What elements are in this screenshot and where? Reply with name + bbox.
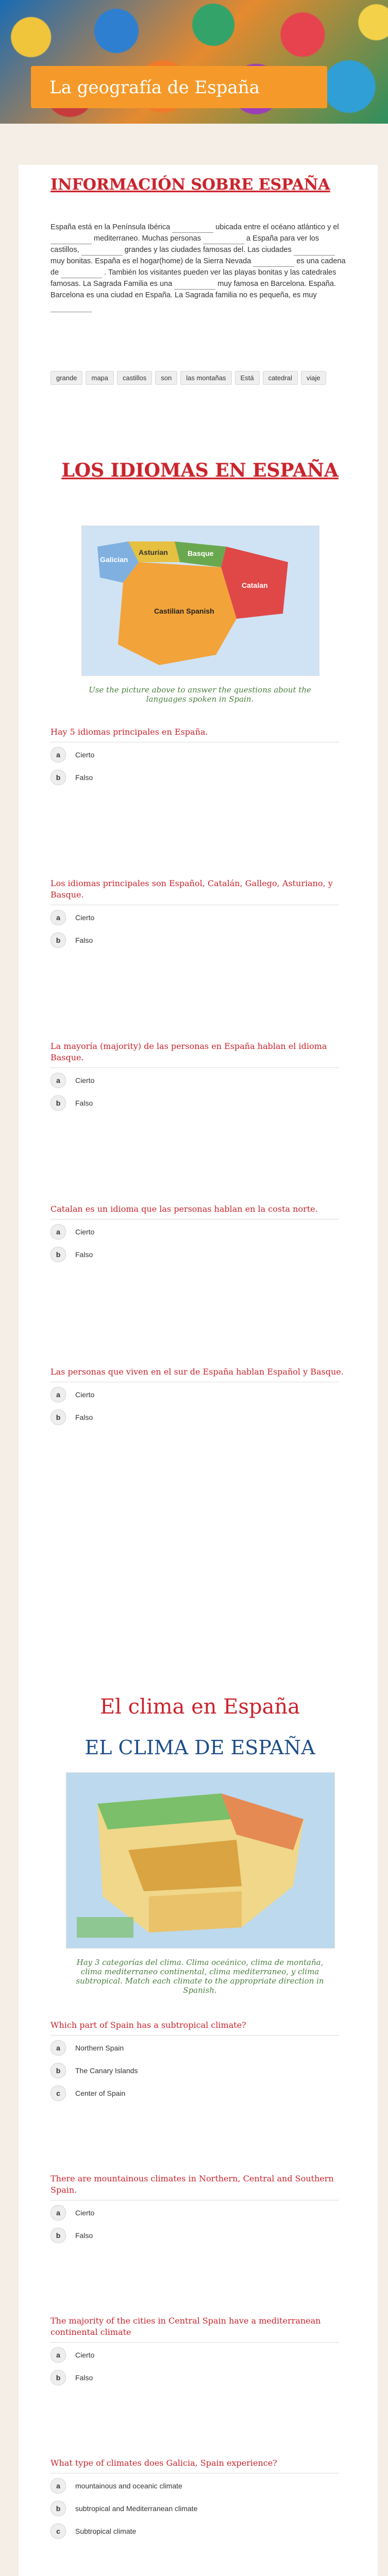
- option-label: Cierto: [75, 1076, 95, 1084]
- word-chip[interactable]: castillos: [117, 371, 152, 385]
- option-letter-badge[interactable]: a: [50, 747, 66, 762]
- idiomas-title: LOS IDIOMAS EN ESPAÑA: [61, 460, 339, 481]
- answer-option[interactable]: [50, 1384, 349, 1405]
- answer-option[interactable]: [50, 1222, 349, 1242]
- question-block: [50, 1366, 349, 1428]
- question-text: There are mountainous climates in Northern, Central and Southern Spain.: [50, 2174, 334, 2195]
- blank-slot[interactable]: [50, 236, 92, 244]
- word-chip[interactable]: son: [155, 371, 177, 385]
- languages-map-image: [81, 526, 319, 676]
- answer-option[interactable]: [50, 1070, 349, 1091]
- option-letter-badge[interactable]: a: [50, 1387, 66, 1402]
- info-title: INFORMACIÓN SOBRE ESPAÑA: [50, 176, 330, 194]
- option-letter-badge[interactable]: b: [50, 2370, 66, 2385]
- answer-option[interactable]: [50, 2083, 349, 2104]
- option-label: subtropical and Mediterranean climate: [75, 2504, 198, 2513]
- answer-option[interactable]: [50, 2345, 349, 2365]
- divider: [50, 2342, 339, 2343]
- option-label: Subtropical climate: [75, 2527, 137, 2535]
- option-letter-badge[interactable]: b: [50, 1410, 66, 1425]
- option-letter-badge[interactable]: a: [50, 1073, 66, 1088]
- question-block: [50, 1204, 349, 1265]
- answer-option[interactable]: [50, 1244, 349, 1265]
- answer-option[interactable]: [50, 744, 349, 765]
- idiomas-caption: Use the picture above to answer the questions about the languages spoken in Spain.: [89, 685, 311, 704]
- question-text: Catalan es un idioma que las personas hablan en la costa norte.: [50, 1204, 318, 1214]
- map-label: Catalan: [242, 581, 268, 589]
- option-letter-badge[interactable]: a: [50, 2205, 66, 2221]
- answer-option[interactable]: [50, 2476, 349, 2496]
- title-banner: [31, 66, 327, 108]
- map-label: Castilian Spanish: [154, 607, 214, 615]
- option-letter-badge[interactable]: b: [50, 2063, 66, 2078]
- clima-caption: Hay 3 categorías del clima. Clima oceánico, clima de montaña, clima mediterraneo continental, clima mediterraneo, y clima subtropical. Match each climate to the appropriate direction in Spanish.: [76, 1958, 324, 1995]
- answer-option[interactable]: [50, 907, 349, 928]
- option-letter-badge[interactable]: b: [50, 1095, 66, 1111]
- answer-option[interactable]: [50, 2521, 349, 2541]
- worksheet-card: [19, 165, 378, 2576]
- question-block: [50, 2315, 349, 2388]
- answer-option[interactable]: [50, 2225, 349, 2246]
- divider: [50, 1067, 339, 1068]
- option-label: mountainous and oceanic climate: [75, 2482, 182, 2490]
- blank-slot[interactable]: [253, 259, 294, 267]
- blank-slot[interactable]: [203, 236, 244, 244]
- blank-slot[interactable]: [172, 225, 213, 233]
- answer-option[interactable]: [50, 2202, 349, 2223]
- answer-option[interactable]: [50, 767, 349, 788]
- option-label: Cierto: [75, 1391, 95, 1399]
- clima-subtitle: EL CLIMA DE ESPAÑA: [85, 1736, 315, 1759]
- option-letter-badge[interactable]: b: [50, 1247, 66, 1262]
- option-label: Falso: [75, 2231, 93, 2240]
- option-label: Center of Spain: [75, 2089, 126, 2097]
- question-text: The majority of the cities in Central Spain have a mediterranean continental climate: [50, 2316, 321, 2337]
- option-label: Falso: [75, 1250, 93, 1259]
- question-block: [50, 1041, 349, 1113]
- info-text-9: muy famosa en Barcelona. España. Barcelona es una ciudad en España. La Sagrada familia no es pequeña, es muy: [50, 280, 336, 299]
- option-letter-badge[interactable]: a: [50, 2347, 66, 2363]
- map-label: Galician: [100, 555, 128, 564]
- info-paragraph: [50, 222, 349, 312]
- option-label: Cierto: [75, 1228, 95, 1236]
- option-letter-badge[interactable]: c: [50, 2086, 66, 2101]
- option-letter-badge[interactable]: a: [50, 910, 66, 925]
- map-label: Basque: [188, 549, 214, 557]
- question-text: Which part of Spain has a subtropical climate?: [50, 2020, 246, 2030]
- option-label: Falso: [75, 773, 93, 782]
- option-label: Cierto: [75, 2351, 95, 2359]
- option-label: Falso: [75, 1413, 93, 1421]
- languages-map-svg: [82, 526, 319, 675]
- word-chip[interactable]: viaje: [301, 371, 326, 385]
- blank-slot[interactable]: [174, 282, 215, 290]
- word-chip[interactable]: Está: [235, 371, 260, 385]
- option-letter-badge[interactable]: a: [50, 2478, 66, 2494]
- option-letter-badge[interactable]: b: [50, 2501, 66, 2516]
- question-block: [50, 2173, 349, 2246]
- map-label: Asturian: [139, 548, 168, 556]
- word-chip[interactable]: mapa: [86, 371, 114, 385]
- info-text-1: España está en la Península Ibérica: [50, 223, 171, 231]
- word-chip[interactable]: las montañas: [180, 371, 231, 385]
- answer-option[interactable]: [50, 1407, 349, 1428]
- option-label: The Canary Islands: [75, 2066, 138, 2075]
- info-text-4: a España para ver los castillos,: [50, 234, 319, 254]
- option-label: Falso: [75, 936, 93, 944]
- option-letter-badge[interactable]: b: [50, 933, 66, 948]
- answer-option[interactable]: [50, 2038, 349, 2058]
- climate-map-svg: [66, 1773, 334, 1948]
- option-label: Northern Spain: [75, 2044, 124, 2052]
- question-text: La mayoría (majority) de las personas en España hablan el idioma Basque.: [50, 1041, 327, 1062]
- page-title: La geografía de España: [49, 77, 260, 98]
- info-text-8: . También los visitantes pueden ver las playas bonitas y las catedrales famosas. La Sagrada Familia es una: [50, 268, 336, 288]
- blank-slot[interactable]: [50, 304, 92, 312]
- answer-option[interactable]: [50, 2367, 349, 2388]
- option-letter-badge[interactable]: b: [50, 770, 66, 785]
- info-text-2: ubicada entre el océano atlántico y el: [215, 223, 339, 231]
- option-label: Cierto: [75, 751, 95, 759]
- blank-slot[interactable]: [61, 270, 102, 278]
- question-block: [50, 726, 349, 788]
- option-label: Falso: [75, 2374, 93, 2382]
- clima-title: El clima en España: [99, 1695, 300, 1719]
- info-text-3: mediterraneo. Muchas personas: [94, 234, 201, 243]
- question-block: [50, 2020, 349, 2104]
- climate-map-image: [66, 1772, 335, 1948]
- option-label: Cierto: [75, 2209, 95, 2217]
- divider: [50, 2035, 339, 2036]
- question-text: Los idiomas principales son Español, Catalán, Gallego, Asturiano, y Basque.: [50, 878, 333, 900]
- question-text: Hay 5 idiomas principales en España.: [50, 727, 208, 737]
- question-text: Las personas que viven en el sur de España hablan Español y Basque.: [50, 1367, 344, 1377]
- question-block: [50, 878, 349, 951]
- answer-option[interactable]: [50, 2498, 349, 2519]
- answer-option[interactable]: [50, 1093, 349, 1113]
- question-text: What type of climates does Galicia, Spain experience?: [50, 2458, 277, 2468]
- answer-option[interactable]: [50, 2060, 349, 2081]
- option-label: Cierto: [75, 913, 95, 922]
- option-label: Falso: [75, 1099, 93, 1107]
- blank-slot[interactable]: [294, 248, 335, 256]
- option-letter-badge[interactable]: c: [50, 2523, 66, 2539]
- word-chip[interactable]: catedral: [263, 371, 298, 385]
- question-block: [50, 2458, 349, 2541]
- header-banner-image: [0, 0, 388, 124]
- blank-slot[interactable]: [81, 248, 123, 256]
- info-text-5: grandes y las ciudades famosas del. Las ciudades: [124, 246, 292, 254]
- answer-option[interactable]: [50, 930, 349, 951]
- option-letter-badge[interactable]: a: [50, 1224, 66, 1240]
- word-chip[interactable]: grande: [50, 371, 82, 385]
- info-text-7: es una cadena de: [50, 257, 346, 277]
- option-letter-badge[interactable]: b: [50, 2228, 66, 2243]
- info-text-6: muy bonitas. España es el hogar(home) de la Sierra Nevada: [50, 257, 251, 265]
- option-letter-badge[interactable]: a: [50, 2040, 66, 2056]
- word-bank: [50, 371, 349, 385]
